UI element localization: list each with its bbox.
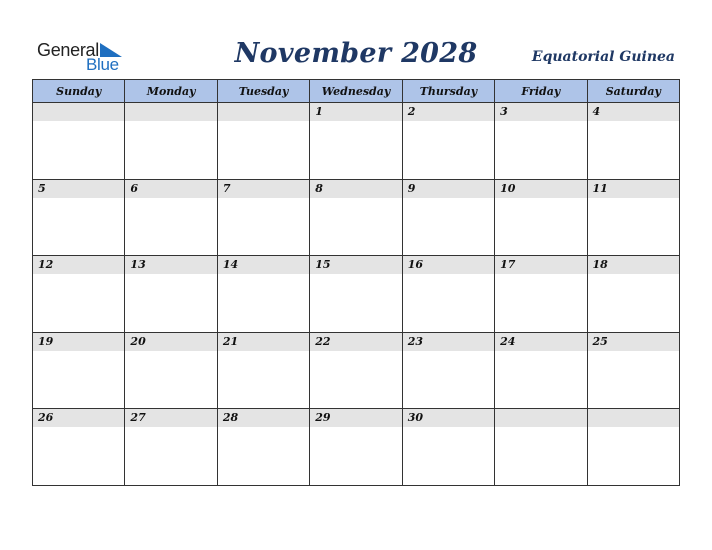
weekday-header: Friday [495, 80, 587, 103]
day-cell[interactable] [402, 409, 494, 486]
day-number: 18 [588, 256, 679, 274]
day-number: 5 [33, 180, 124, 198]
day-number [33, 103, 124, 121]
day-cell[interactable] [402, 179, 494, 256]
day-cell[interactable] [217, 103, 309, 180]
week-row [33, 409, 680, 486]
day-cell[interactable] [310, 332, 402, 409]
day-cell[interactable] [495, 179, 587, 256]
day-number [495, 409, 586, 427]
day-cell[interactable] [587, 409, 679, 486]
day-cell[interactable] [217, 332, 309, 409]
day-number: 22 [310, 333, 401, 351]
day-number: 11 [588, 180, 679, 198]
weekday-header-row [33, 80, 680, 103]
day-number: 17 [495, 256, 586, 274]
week-row [33, 103, 680, 180]
day-cell[interactable] [310, 103, 402, 180]
day-cell[interactable] [33, 179, 125, 256]
day-cell[interactable] [33, 409, 125, 486]
day-cell[interactable] [33, 332, 125, 409]
logo-text-blue: Blue [86, 55, 119, 74]
weekday-header: Saturday [587, 80, 679, 103]
day-cell[interactable] [402, 332, 494, 409]
day-number: 4 [588, 103, 679, 121]
day-number: 21 [218, 333, 309, 351]
day-number: 29 [310, 409, 401, 427]
day-cell[interactable] [495, 409, 587, 486]
logo-text-general: General [37, 40, 99, 60]
day-number: 6 [125, 180, 216, 198]
day-number: 13 [125, 256, 216, 274]
day-number: 27 [125, 409, 216, 427]
day-cell[interactable] [310, 179, 402, 256]
calendar-grid [32, 79, 680, 486]
day-number [125, 103, 216, 121]
day-number [588, 409, 679, 427]
day-cell[interactable] [125, 409, 217, 486]
day-cell[interactable] [495, 256, 587, 333]
day-number: 2 [403, 103, 494, 121]
day-number: 16 [403, 256, 494, 274]
day-number: 23 [403, 333, 494, 351]
day-cell[interactable] [125, 256, 217, 333]
week-row [33, 179, 680, 256]
day-cell[interactable] [217, 256, 309, 333]
day-cell[interactable] [125, 332, 217, 409]
day-number: 26 [33, 409, 124, 427]
day-number: 20 [125, 333, 216, 351]
day-cell[interactable] [125, 103, 217, 180]
day-number: 10 [495, 180, 586, 198]
day-cell[interactable] [217, 409, 309, 486]
day-number: 14 [218, 256, 309, 274]
day-cell[interactable] [310, 409, 402, 486]
day-cell[interactable] [495, 103, 587, 180]
calendar-title: November 2028 [234, 38, 478, 69]
day-number [218, 103, 309, 121]
day-cell[interactable] [33, 103, 125, 180]
day-cell[interactable] [587, 256, 679, 333]
day-cell[interactable] [310, 256, 402, 333]
weekday-header: Wednesday [310, 80, 402, 103]
day-cell[interactable] [217, 179, 309, 256]
weekday-header: Monday [125, 80, 217, 103]
week-row [33, 256, 680, 333]
day-number: 19 [33, 333, 124, 351]
day-cell[interactable] [33, 256, 125, 333]
day-number: 12 [33, 256, 124, 274]
day-number: 28 [218, 409, 309, 427]
day-number: 9 [403, 180, 494, 198]
day-cell[interactable] [587, 332, 679, 409]
week-row [33, 332, 680, 409]
country-name: Equatorial Guinea [531, 49, 675, 65]
day-number: 30 [403, 409, 494, 427]
weekday-header: Thursday [402, 80, 494, 103]
day-number: 8 [310, 180, 401, 198]
day-number: 15 [310, 256, 401, 274]
day-cell[interactable] [402, 103, 494, 180]
day-number: 7 [218, 180, 309, 198]
day-number: 1 [310, 103, 401, 121]
day-number: 24 [495, 333, 586, 351]
day-cell[interactable] [495, 332, 587, 409]
day-number: 25 [588, 333, 679, 351]
day-cell[interactable] [402, 256, 494, 333]
day-cell[interactable] [587, 179, 679, 256]
day-cell[interactable] [587, 103, 679, 180]
weekday-header: Sunday [33, 80, 125, 103]
day-cell[interactable] [125, 179, 217, 256]
weekday-header: Tuesday [217, 80, 309, 103]
day-number: 3 [495, 103, 586, 121]
